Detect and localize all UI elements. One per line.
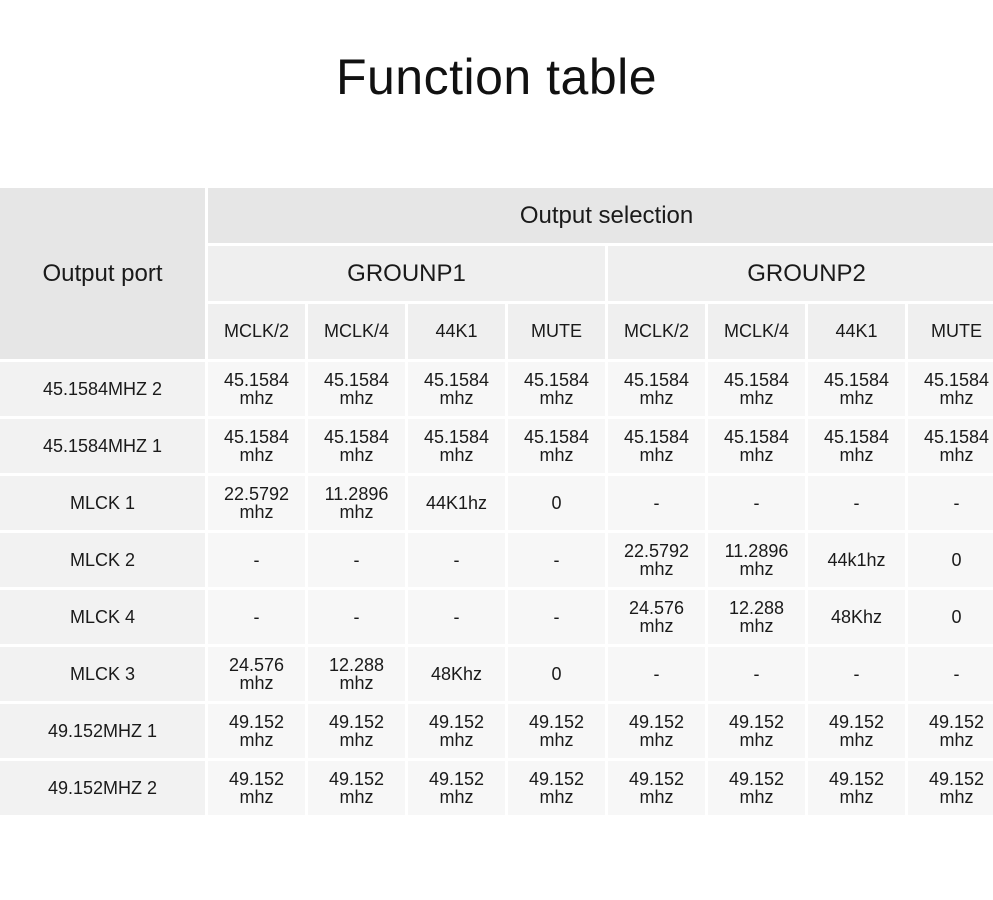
- column-header: MUTE: [908, 304, 993, 359]
- table-cell: [708, 476, 805, 530]
- cell-value: 45.1584: [423, 370, 490, 390]
- cell-unit: mhz: [339, 787, 374, 807]
- cell-unit: mhz: [239, 502, 274, 522]
- row-port-label: 45.1584MHZ 1: [0, 419, 205, 473]
- cell-unit: mhz: [239, 445, 274, 465]
- cell-unit: mhz: [839, 787, 874, 807]
- cell-value: 44K1hz: [425, 493, 488, 513]
- table-cell: [408, 476, 505, 530]
- cell-value: -: [953, 664, 960, 684]
- cell-value: 45.1584: [223, 427, 290, 447]
- table-cell: [808, 704, 905, 758]
- table-cell: [508, 362, 605, 416]
- cell-unit: mhz: [339, 388, 374, 408]
- table-cell: [208, 704, 305, 758]
- cell-value: -: [353, 607, 360, 627]
- cell-unit: mhz: [639, 787, 674, 807]
- cell-unit: mhz: [539, 445, 574, 465]
- cell-value: 49.152: [929, 712, 985, 732]
- cell-value: 22.5792: [223, 484, 290, 504]
- row-port-label: 49.152MHZ 2: [0, 761, 205, 815]
- table-cell: [508, 533, 605, 587]
- cell-value: 49.152: [228, 769, 285, 789]
- cell-value: 45.1584: [923, 370, 990, 390]
- cell-value: -: [753, 493, 760, 513]
- table-cell: [908, 533, 993, 587]
- cell-value: 49.152: [828, 769, 885, 789]
- cell-value: -: [553, 607, 560, 627]
- cell-value: 0: [951, 607, 962, 627]
- table-cell: [408, 533, 505, 587]
- table-cell: [608, 761, 705, 815]
- cell-unit: mhz: [839, 388, 874, 408]
- table-cell: [708, 533, 805, 587]
- table-cell: [708, 761, 805, 815]
- table-cell: [208, 476, 305, 530]
- table-cell: [608, 704, 705, 758]
- cell-unit: mhz: [939, 445, 974, 465]
- cell-value: 49.152: [528, 712, 585, 732]
- cell-value: 45.1584: [923, 427, 990, 447]
- table-cell: [308, 647, 405, 701]
- cell-value: 45.1584: [723, 427, 790, 447]
- cell-value: 48Khz: [430, 664, 483, 684]
- table-cell: [908, 704, 993, 758]
- cell-value: 49.152: [428, 712, 485, 732]
- table-cell: [808, 647, 905, 701]
- cell-unit: mhz: [739, 787, 774, 807]
- table-cell: [408, 704, 505, 758]
- table-cell: [408, 761, 505, 815]
- cell-unit: mhz: [539, 787, 574, 807]
- page-title: Function table: [335, 49, 658, 105]
- cell-unit: mhz: [939, 787, 974, 807]
- cell-value: 45.1584: [223, 370, 290, 390]
- cell-value: -: [553, 550, 560, 570]
- cell-unit: mhz: [339, 673, 374, 693]
- row-port-label: MLCK 4: [0, 590, 205, 644]
- cell-value: 49.152: [728, 769, 785, 789]
- cell-unit: mhz: [639, 559, 674, 579]
- cell-value: -: [853, 664, 860, 684]
- row-port-label: MLCK 2: [0, 533, 205, 587]
- cell-unit: mhz: [739, 730, 774, 750]
- table-cell: [908, 419, 993, 473]
- table-cell: [908, 476, 993, 530]
- cell-unit: mhz: [439, 787, 474, 807]
- cell-unit: mhz: [939, 388, 974, 408]
- table-cell: [208, 362, 305, 416]
- table-cell: [208, 590, 305, 644]
- table-cell: [408, 362, 505, 416]
- cell-value: 45.1584: [623, 427, 690, 447]
- table-cell: [508, 419, 605, 473]
- cell-value: 49.152: [228, 712, 285, 732]
- cell-value: 49.152: [328, 712, 385, 732]
- table-cell: [308, 362, 405, 416]
- cell-value: 45.1584: [823, 427, 890, 447]
- cell-value: 12.288: [328, 655, 385, 675]
- cell-value: 11.2896: [324, 484, 389, 504]
- cell-value: -: [253, 607, 260, 627]
- cell-value: 49.152: [628, 712, 685, 732]
- row-port-label: 49.152MHZ 1: [0, 704, 205, 758]
- cell-value: 22.5792: [623, 541, 690, 561]
- cell-value: 49.152: [328, 769, 385, 789]
- table-cell: [908, 590, 993, 644]
- table-cell: [808, 362, 905, 416]
- table-cell: [308, 419, 405, 473]
- row-port-label: MLCK 3: [0, 647, 205, 701]
- column-header: MCLK/2: [608, 304, 705, 359]
- cell-value: 12.288: [728, 598, 785, 618]
- table-cell: [508, 476, 605, 530]
- table-cell: [608, 419, 705, 473]
- cell-unit: mhz: [639, 616, 674, 636]
- table-row: [0, 704, 993, 758]
- cell-unit: mhz: [339, 730, 374, 750]
- table-cell: [208, 419, 305, 473]
- table-cell: [208, 647, 305, 701]
- cell-value: -: [953, 493, 960, 513]
- table-cell: [808, 419, 905, 473]
- column-header: MCLK/2: [208, 304, 305, 359]
- table-row: [0, 476, 993, 530]
- cell-unit: mhz: [639, 445, 674, 465]
- cell-unit: mhz: [439, 445, 474, 465]
- row-port-label: MLCK 1: [0, 476, 205, 530]
- header-group-2: GROUNP2: [608, 246, 993, 301]
- table-cell: [608, 533, 705, 587]
- cell-value: 45.1584: [723, 370, 790, 390]
- table-row: [0, 590, 993, 644]
- cell-value: -: [453, 550, 460, 570]
- cell-value: 11.2896: [724, 541, 789, 561]
- table-cell: [508, 647, 605, 701]
- cell-value: -: [853, 493, 860, 513]
- column-header: 44K1: [408, 304, 505, 359]
- table-cell: [608, 647, 705, 701]
- table-cell: [508, 590, 605, 644]
- table-cell: [908, 362, 993, 416]
- cell-value: 45.1584: [523, 427, 590, 447]
- cell-unit: mhz: [839, 730, 874, 750]
- cell-value: -: [753, 664, 760, 684]
- cell-value: 45.1584: [323, 427, 390, 447]
- row-port-label: 45.1584MHZ 2: [0, 362, 205, 416]
- table-row: [0, 761, 993, 815]
- table-row: [0, 419, 993, 473]
- table-cell: [808, 533, 905, 587]
- header-group-1: GROUNP1: [208, 246, 605, 301]
- cell-unit: mhz: [739, 445, 774, 465]
- table-cell: [308, 476, 405, 530]
- table-row: [0, 647, 993, 701]
- table-row: [0, 362, 993, 416]
- cell-unit: mhz: [439, 388, 474, 408]
- cell-value: 49.152: [428, 769, 485, 789]
- cell-value: 44k1hz: [827, 550, 886, 570]
- column-header: MCLK/4: [308, 304, 405, 359]
- cell-value: 49.152: [528, 769, 585, 789]
- table-cell: [508, 704, 605, 758]
- table-cell: [908, 647, 993, 701]
- table-cell: [308, 704, 405, 758]
- cell-value: 24.576: [228, 655, 285, 675]
- cell-value: 0: [551, 493, 562, 513]
- table-row: [0, 533, 993, 587]
- table-cell: [708, 362, 805, 416]
- cell-value: -: [353, 550, 360, 570]
- column-header: MCLK/4: [708, 304, 805, 359]
- function-table: [0, 185, 993, 818]
- cell-unit: mhz: [239, 730, 274, 750]
- cell-value: -: [653, 664, 660, 684]
- cell-unit: mhz: [939, 730, 974, 750]
- table-body: [0, 188, 993, 815]
- cell-value: 45.1584: [423, 427, 490, 447]
- table-cell: [808, 590, 905, 644]
- table-cell: [908, 761, 993, 815]
- cell-unit: mhz: [339, 445, 374, 465]
- table-cell: [808, 761, 905, 815]
- table-cell: [408, 419, 505, 473]
- cell-value: 45.1584: [823, 370, 890, 390]
- table-cell: [608, 362, 705, 416]
- table-cell: [808, 476, 905, 530]
- cell-unit: mhz: [439, 730, 474, 750]
- table-cell: [208, 761, 305, 815]
- cell-unit: mhz: [739, 388, 774, 408]
- table-cell: [708, 704, 805, 758]
- cell-unit: mhz: [739, 559, 774, 579]
- table-cell: [708, 590, 805, 644]
- cell-unit: mhz: [539, 730, 574, 750]
- cell-value: 24.576: [628, 598, 685, 618]
- cell-value: 45.1584: [523, 370, 590, 390]
- cell-value: -: [453, 607, 460, 627]
- cell-unit: mhz: [339, 502, 374, 522]
- cell-value: 0: [551, 664, 562, 684]
- cell-value: 49.152: [929, 769, 985, 789]
- table-cell: [308, 590, 405, 644]
- table-cell: [408, 590, 505, 644]
- table-cell: [208, 533, 305, 587]
- cell-unit: mhz: [239, 388, 274, 408]
- cell-unit: mhz: [539, 388, 574, 408]
- table-cell: [308, 761, 405, 815]
- table-cell: [708, 647, 805, 701]
- cell-value: 45.1584: [323, 370, 390, 390]
- header-output-selection: Output selection: [208, 188, 993, 243]
- cell-value: -: [653, 493, 660, 513]
- table-cell: [408, 647, 505, 701]
- table-cell: [608, 590, 705, 644]
- cell-unit: mhz: [639, 730, 674, 750]
- header-output-port: Output port: [0, 188, 205, 359]
- table-cell: [708, 419, 805, 473]
- cell-unit: mhz: [239, 673, 274, 693]
- table-cell: [508, 761, 605, 815]
- cell-unit: mhz: [639, 388, 674, 408]
- column-header: 44K1: [808, 304, 905, 359]
- cell-value: 49.152: [628, 769, 685, 789]
- cell-value: 49.152: [728, 712, 785, 732]
- cell-unit: mhz: [839, 445, 874, 465]
- cell-value: 0: [951, 550, 962, 570]
- cell-unit: mhz: [739, 616, 774, 636]
- cell-value: -: [253, 550, 260, 570]
- cell-value: 45.1584: [623, 370, 690, 390]
- table-cell: [608, 476, 705, 530]
- cell-value: 48Khz: [830, 607, 883, 627]
- table-cell: [308, 533, 405, 587]
- cell-value: 49.152: [828, 712, 885, 732]
- column-header: MUTE: [508, 304, 605, 359]
- cell-unit: mhz: [239, 787, 274, 807]
